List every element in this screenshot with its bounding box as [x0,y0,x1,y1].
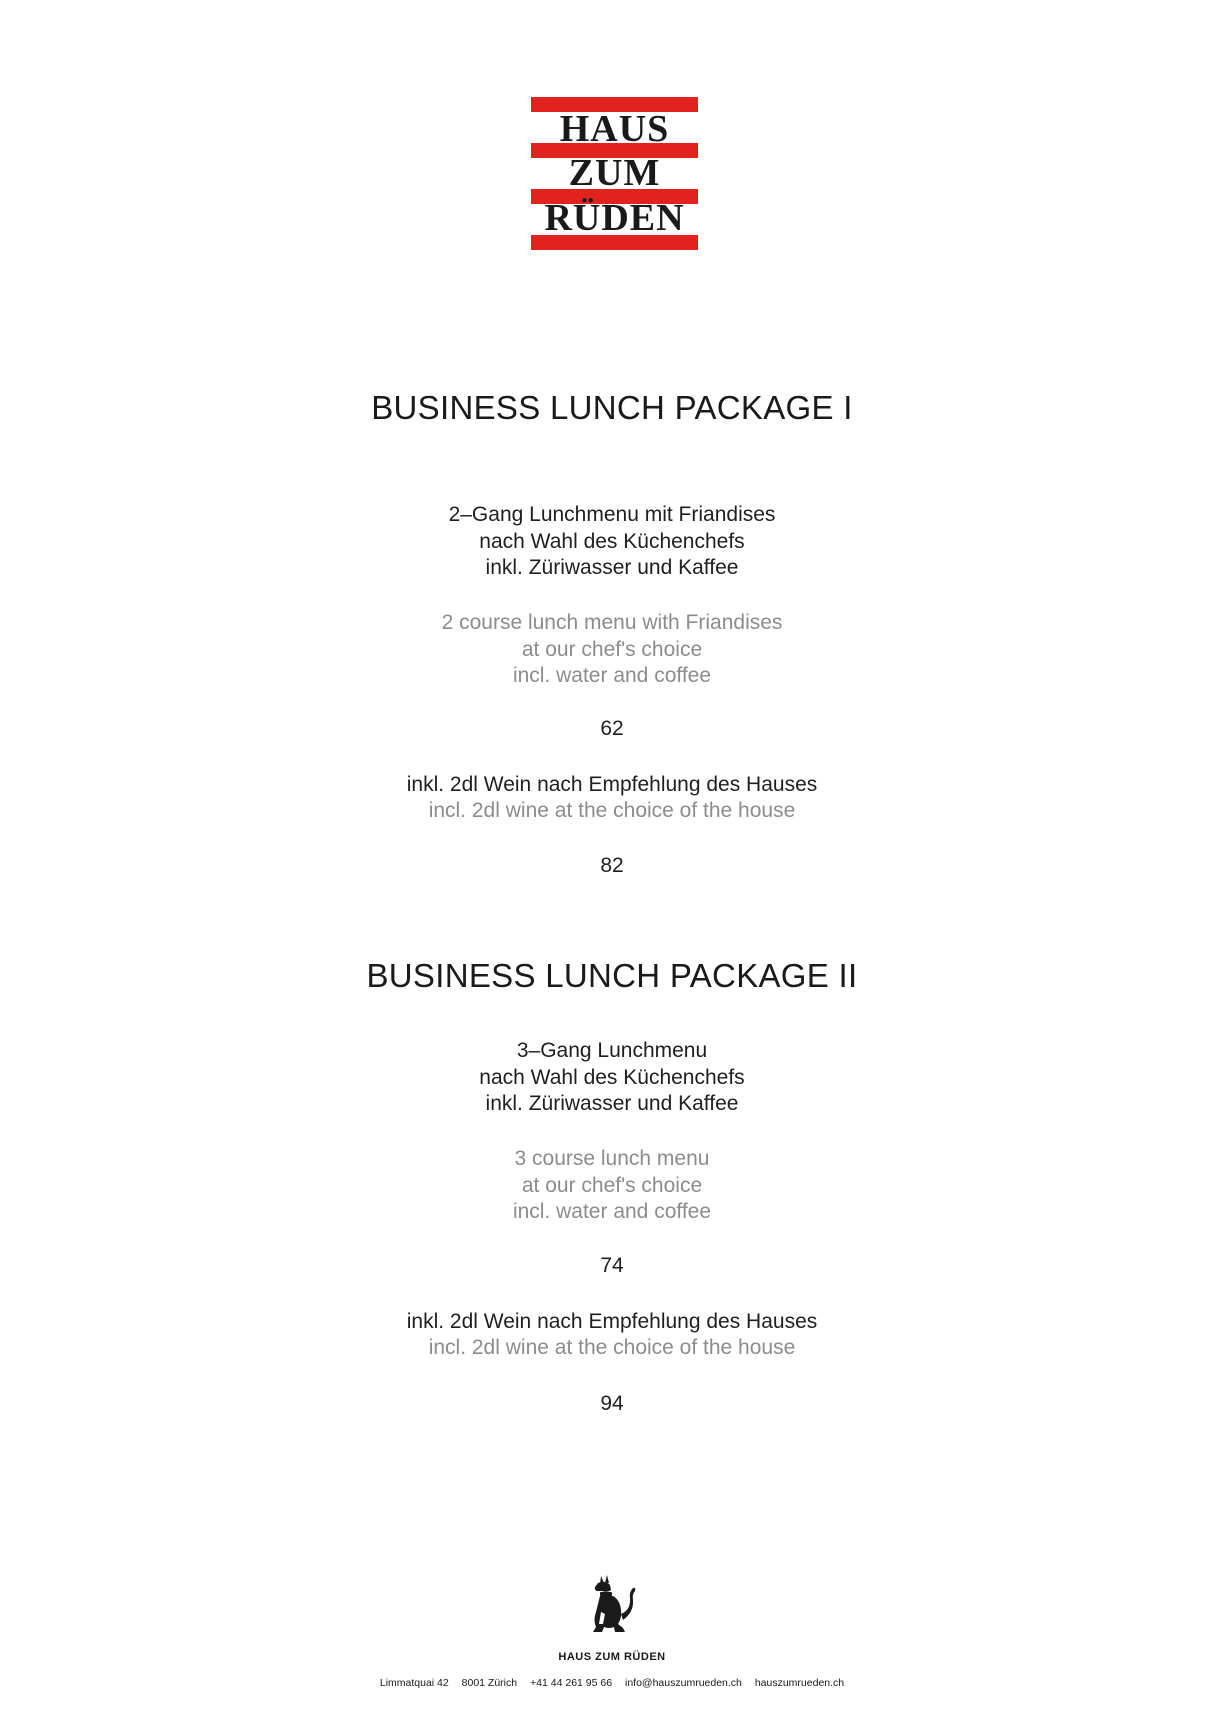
package-1-en-line-2: at our chef's choice [521,638,703,661]
package-2-en-line-3: incl. water and coffee [512,1200,712,1223]
package-2-de-line-1: 3–Gang Lunchmenu [516,1039,708,1062]
package-1-de-line-1: 2–Gang Lunchmenu mit Friandises [448,503,776,526]
package-2-title: BUSINESS LUNCH PACKAGE II [366,957,858,994]
package-2-wine-de: inkl. 2dl Wein nach Empfehlung des Hauses [406,1310,818,1333]
footer-website[interactable]: hauszumrueden.ch [754,1677,845,1689]
package-1-wine-price: 82 [600,854,624,877]
footer-city: 8001 Zürich [461,1677,518,1689]
package-1-en-line-1: 2 course lunch menu with Friandises [441,611,783,634]
package-2-en-line-1: 3 course lunch menu [514,1147,710,1170]
package-2-de-line-3: inkl. Züriwasser und Kaffee [485,1092,739,1115]
footer-phone[interactable]: +41 44 261 95 66 [530,1677,613,1689]
package-1-de-line-2: nach Wahl des Küchenchefs [479,530,745,553]
package-1-wine-en: incl. 2dl wine at the choice of the house [428,799,796,822]
package-1-en-line-3: incl. water and coffee [512,664,712,687]
dog-emblem-icon [587,1574,639,1634]
logo-word-1: HAUS [559,108,670,150]
package-1-de-line-3: inkl. Züriwasser und Kaffee [485,556,739,579]
package-1-wine-de: inkl. 2dl Wein nach Empfehlung des Hauses [406,773,818,796]
package-2-de-line-2: nach Wahl des Küchenchefs [479,1066,745,1089]
footer-contact-line [0,1677,1224,1689]
logo-word-2: ZUM [568,152,661,194]
package-1-title: BUSINESS LUNCH PACKAGE I [371,389,853,426]
haus-zum-rueden-logo [531,97,698,250]
package-2-wine-price: 94 [600,1392,624,1415]
package-1-price: 62 [600,717,624,740]
package-2-wine-en: incl. 2dl wine at the choice of the house [428,1336,796,1359]
footer-restaurant-name: HAUS ZUM RÜDEN [558,1651,666,1663]
footer-email[interactable]: info@hauszumrueden.ch [625,1677,742,1689]
package-2-en-line-2: at our chef's choice [521,1174,703,1197]
footer-address: Limmatquai 42 [379,1677,449,1689]
package-2-price: 74 [600,1254,624,1277]
logo-word-3: RÜDEN [544,197,685,239]
